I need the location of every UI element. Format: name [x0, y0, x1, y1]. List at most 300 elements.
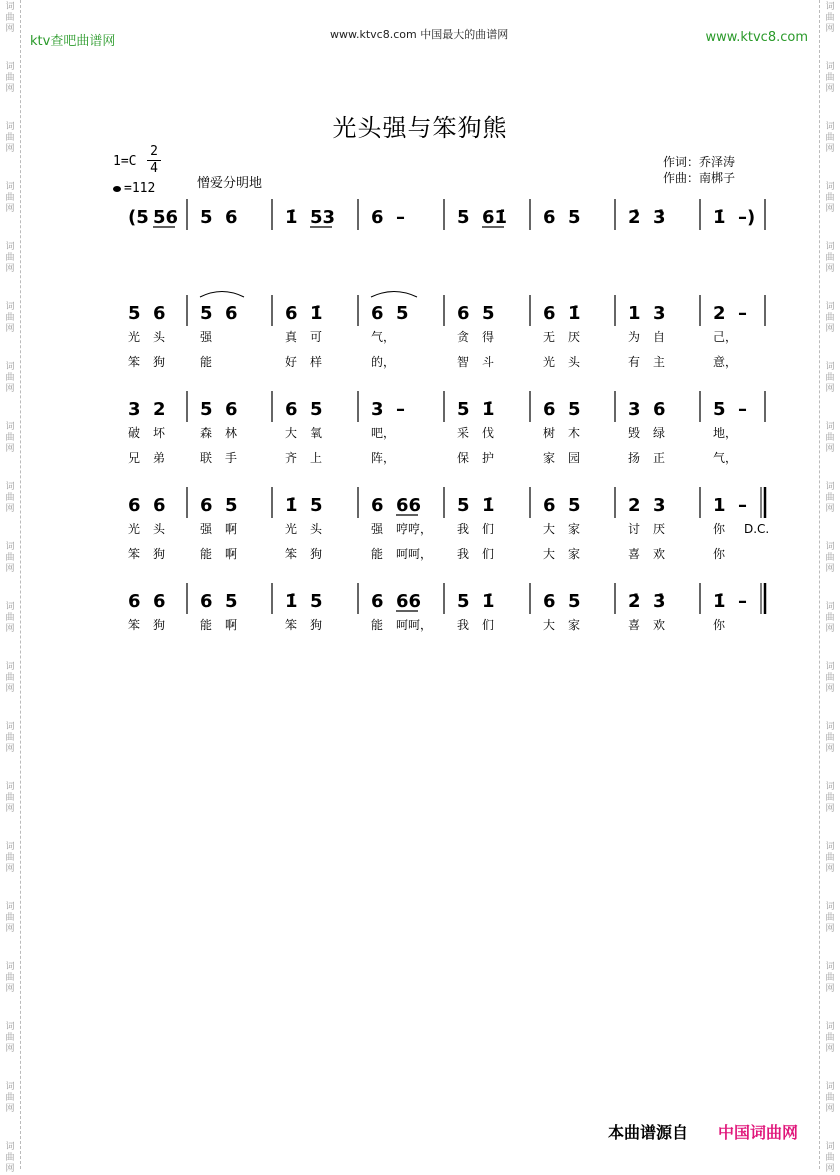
note: 1̇	[482, 399, 495, 420]
note: 6	[371, 495, 384, 516]
lyric-syllable: 真	[285, 330, 298, 344]
watermark-char: 网	[825, 1164, 835, 1174]
watermark-char: 词	[5, 122, 15, 132]
watermark-char: 网	[825, 684, 835, 694]
note: 5	[396, 303, 409, 324]
footer-site-link[interactable]: 中国词曲网	[718, 1123, 799, 1142]
lyric-syllable: 家	[568, 522, 581, 536]
watermark-char: 网	[5, 924, 15, 934]
footer-source-label: 本曲谱源自	[608, 1123, 689, 1142]
lyric-syllable: 能	[200, 547, 213, 561]
time-sig-denominator: 4	[147, 160, 161, 177]
note: –	[738, 303, 747, 324]
watermark-char: 曲	[5, 973, 15, 983]
note: 5	[200, 303, 213, 324]
lyric-syllable: 呵呵，	[396, 618, 433, 632]
note: 3̇	[653, 591, 666, 612]
watermark-char: 网	[5, 564, 15, 574]
note: 6	[543, 399, 556, 420]
lyric-syllable: 笨	[285, 547, 298, 561]
lyric-syllable: 森	[200, 426, 213, 440]
watermark-char: 曲	[825, 373, 835, 383]
watermark-char: 曲	[825, 1093, 835, 1103]
lyric-syllable: 笨	[128, 355, 141, 369]
header-center-text: www.ktvc8.com 中国最大的曲谱网	[330, 28, 509, 41]
watermark-char: 曲	[825, 673, 835, 683]
lyric-syllable: 头	[153, 330, 166, 344]
note: 1̇	[482, 495, 495, 516]
note: 3̇	[653, 207, 666, 228]
watermark-char: 曲	[825, 793, 835, 803]
watermark-char: 曲	[5, 853, 15, 863]
watermark-char: 网	[825, 324, 835, 334]
lyric-syllable: 毁	[628, 426, 641, 440]
watermark-char: 词	[825, 722, 835, 732]
watermark-char: 曲	[5, 1153, 15, 1163]
watermark-char: 网	[825, 384, 835, 394]
watermark-char: 网	[5, 1104, 15, 1114]
lyric-syllable: 喜	[628, 547, 641, 561]
note: 6	[543, 207, 556, 228]
note: 1̇	[310, 303, 323, 324]
lyric-syllable: 气，	[371, 330, 396, 344]
note: 6	[543, 495, 556, 516]
watermark-char: 曲	[825, 553, 835, 563]
lyric-syllable: 们	[482, 522, 495, 536]
watermark-char: 词	[5, 1082, 15, 1092]
watermark-char: 词	[5, 722, 15, 732]
note: 1	[713, 495, 726, 516]
time-sig-numerator: 2	[150, 144, 158, 159]
watermark-char: 网	[825, 984, 835, 994]
lyric-syllable: 你	[713, 547, 726, 561]
note: 5	[568, 399, 581, 420]
note: 53	[310, 207, 336, 228]
lyric-syllable: 林	[225, 426, 238, 440]
watermark-char: 网	[825, 444, 835, 454]
lyric-syllable: 能	[200, 355, 213, 369]
note: 6	[225, 207, 238, 228]
watermark-char: 网	[5, 864, 15, 874]
lyric-syllable: 呵呵，	[396, 547, 433, 561]
watermark-char: 曲	[5, 1093, 15, 1103]
lyric-syllable: 木	[568, 426, 581, 440]
note: 66	[396, 591, 422, 612]
watermark-char: 网	[825, 564, 835, 574]
note: 5	[310, 591, 323, 612]
lyric-syllable: 手	[225, 451, 238, 465]
lyric-syllable: 家	[568, 547, 581, 561]
watermark-char: 曲	[825, 613, 835, 623]
lyric-syllable: 意，	[713, 355, 738, 369]
tie-arc	[200, 292, 244, 298]
note: 1̇	[568, 303, 581, 324]
watermark-char: 曲	[5, 13, 15, 23]
watermark-char: 曲	[825, 433, 835, 443]
lyric-syllable: 采	[457, 426, 470, 440]
watermark-char: 网	[825, 264, 835, 274]
lyric-syllable: 上	[310, 451, 323, 465]
note: 6	[371, 303, 384, 324]
lyric-syllable: 为	[628, 330, 641, 344]
note: 2̇	[628, 207, 641, 228]
lyric-syllable: 狗	[310, 618, 323, 632]
lyric-syllable: 们	[482, 618, 495, 632]
lyric-syllable: 啊	[225, 522, 238, 536]
lyric-syllable: 欢	[653, 547, 666, 561]
lyric-syllable: 你	[713, 618, 726, 632]
note: 5	[128, 303, 141, 324]
watermark-char: 词	[825, 62, 835, 72]
note: 3	[128, 399, 141, 420]
lyric-syllable: 喜	[628, 618, 641, 632]
lyric-syllable: 兄	[128, 451, 141, 465]
watermark-char: 网	[5, 144, 15, 154]
note: 6	[153, 495, 166, 516]
watermark-char: 词	[825, 662, 835, 672]
watermark-char: 网	[5, 444, 15, 454]
note: 1̇	[285, 207, 298, 228]
watermark-char: 词	[5, 1022, 15, 1032]
note: 3	[371, 399, 384, 420]
watermark-char: 曲	[825, 253, 835, 263]
watermark-char: 曲	[825, 733, 835, 743]
lyric-syllable: 地，	[713, 426, 738, 440]
lyric-syllable: 气，	[713, 451, 738, 465]
lyric-syllable: 厌	[568, 330, 581, 344]
lyric-syllable: 笨	[128, 547, 141, 561]
note: 6	[285, 399, 298, 420]
lyric-syllable: 自	[653, 330, 666, 344]
watermark-char: 曲	[825, 493, 835, 503]
note: –	[738, 495, 747, 516]
watermark-char: 词	[5, 542, 15, 552]
watermark-char: 词	[825, 482, 835, 492]
lyric-syllable: 能	[371, 547, 384, 561]
watermark-char: 曲	[5, 373, 15, 383]
lyric-syllable: 斗	[482, 355, 495, 369]
watermark-char: 词	[5, 902, 15, 912]
watermark-char: 网	[5, 744, 15, 754]
note: –)	[738, 207, 756, 228]
note: 5	[310, 399, 323, 420]
tie-arc	[371, 292, 417, 298]
note: 6	[128, 591, 141, 612]
watermark-char: 曲	[825, 313, 835, 323]
lyric-syllable: 强	[371, 522, 384, 536]
watermark-char: 曲	[825, 853, 835, 863]
watermark-char: 网	[5, 324, 15, 334]
note: 2̇	[628, 591, 641, 612]
site-name-left[interactable]: ktv查吧曲谱网	[30, 34, 116, 49]
note: 6	[371, 591, 384, 612]
lyric-syllable: 树	[543, 426, 556, 440]
lyric-syllable: 保	[457, 451, 470, 465]
note: 1	[628, 303, 641, 324]
watermark-char: 曲	[5, 193, 15, 203]
watermark-char: 曲	[5, 253, 15, 263]
note: 2	[628, 495, 641, 516]
watermark-char: 词	[5, 602, 15, 612]
watermark-char: 网	[5, 984, 15, 994]
song-title: 光头强与笨狗熊	[332, 114, 508, 142]
watermark-char: 词	[825, 362, 835, 372]
note: 5	[457, 591, 470, 612]
lyric-syllable: 大	[543, 522, 556, 536]
watermark-char: 词	[5, 662, 15, 672]
lyric-syllable: 绿	[653, 426, 666, 440]
lyric-syllable: 吧，	[371, 426, 396, 440]
watermark-char: 词	[825, 422, 835, 432]
watermark-char: 网	[825, 1044, 835, 1054]
lyric-syllable: 狗	[310, 547, 323, 561]
note: 2	[713, 303, 726, 324]
watermark-char: 词	[5, 422, 15, 432]
lyric-syllable: 正	[653, 451, 666, 465]
note: 3	[653, 303, 666, 324]
note: 3	[628, 399, 641, 420]
note: 3	[653, 495, 666, 516]
note: 6	[153, 303, 166, 324]
watermark-char: 词	[825, 242, 835, 252]
note: 6	[371, 207, 384, 228]
note: –	[396, 207, 405, 228]
lyric-syllable: 狗	[153, 547, 166, 561]
watermark-char: 曲	[825, 73, 835, 83]
watermark-char: 网	[825, 624, 835, 634]
lyric-syllable: 得	[482, 330, 495, 344]
lyric-syllable: 家	[568, 618, 581, 632]
lyric-syllable: 齐	[285, 451, 298, 465]
watermark-char: 词	[825, 122, 835, 132]
lyric-syllable: 阵，	[371, 451, 396, 465]
watermark-char: 词	[825, 782, 835, 792]
lyric-syllable: 大	[543, 547, 556, 561]
dc-mark: D.C.	[744, 522, 770, 536]
lyric-syllable: 光	[128, 330, 141, 344]
watermark-char: 网	[825, 144, 835, 154]
watermark-char: 词	[5, 242, 15, 252]
watermark-char: 网	[5, 1044, 15, 1054]
note: 2	[153, 399, 166, 420]
lyric-syllable: 己，	[713, 330, 738, 344]
watermark-char: 曲	[5, 913, 15, 923]
note: 6	[543, 303, 556, 324]
note: 5	[457, 495, 470, 516]
lyric-syllable: 头	[568, 355, 581, 369]
watermark-char: 网	[5, 504, 15, 514]
lyric-syllable: 我	[457, 618, 470, 632]
note: 6	[225, 303, 238, 324]
watermark-char: 曲	[825, 973, 835, 983]
lyric-syllable: 厌	[653, 522, 666, 536]
lyric-syllable: 我	[457, 522, 470, 536]
watermark-char: 网	[825, 1104, 835, 1114]
note: 5	[225, 591, 238, 612]
watermark-char: 词	[825, 1082, 835, 1092]
key-signature: 1=C	[113, 154, 137, 169]
watermark-char: 词	[5, 842, 15, 852]
lyric-syllable: 坏	[153, 426, 166, 440]
watermark-char: 网	[5, 84, 15, 94]
note: 5	[568, 591, 581, 612]
watermark-char: 网	[5, 24, 15, 34]
watermark-char: 曲	[5, 493, 15, 503]
watermark-char: 曲	[5, 793, 15, 803]
watermark-char: 词	[825, 1142, 835, 1152]
watermark-char: 曲	[5, 313, 15, 323]
lyric-syllable: 我	[457, 547, 470, 561]
note: 5	[310, 495, 323, 516]
watermark-char: 词	[5, 302, 15, 312]
lyric-syllable: 无	[543, 330, 556, 344]
note: 61̇	[482, 207, 508, 228]
lyric-syllable: 样	[310, 355, 323, 369]
lyric-syllable: 强	[200, 522, 213, 536]
site-url-right[interactable]: www.ktvc8.com	[705, 30, 808, 45]
watermark-char: 曲	[5, 133, 15, 143]
note: 5	[457, 207, 470, 228]
watermark-char: 词	[5, 782, 15, 792]
note: –	[738, 399, 747, 420]
watermark-char: 网	[825, 24, 835, 34]
lyric-syllable: 啊	[225, 547, 238, 561]
watermark-char: 词	[825, 182, 835, 192]
watermark-char: 词	[825, 962, 835, 972]
watermark-char: 曲	[5, 613, 15, 623]
note: 5	[568, 495, 581, 516]
lyric-syllable: 欢	[653, 618, 666, 632]
lyric-syllable: 哼哼，	[396, 522, 433, 536]
watermark-char: 词	[5, 62, 15, 72]
watermark-char: 词	[825, 542, 835, 552]
note: 6	[653, 399, 666, 420]
lyric-syllable: 头	[153, 522, 166, 536]
watermark-char: 词	[825, 602, 835, 612]
note: 6	[200, 495, 213, 516]
watermark-char: 曲	[825, 133, 835, 143]
lyric-syllable: 好	[285, 355, 298, 369]
watermark-char: 网	[5, 264, 15, 274]
note: 5	[568, 207, 581, 228]
lyric-syllable: 狗	[153, 618, 166, 632]
lyric-syllable: 笨	[285, 618, 298, 632]
lyric-syllable: 可	[310, 330, 323, 344]
lyric-syllable: 贪	[457, 330, 470, 344]
lyric-syllable: 联	[200, 451, 213, 465]
lyric-syllable: 强	[200, 330, 213, 344]
lyric-syllable: 家	[543, 451, 556, 465]
note: 6	[457, 303, 470, 324]
watermark-char: 词	[5, 182, 15, 192]
note: 1̇	[482, 591, 495, 612]
lyric-syllable: 笨	[128, 618, 141, 632]
watermark-char: 曲	[5, 73, 15, 83]
watermark-char: 网	[825, 744, 835, 754]
lyric-syllable: 大	[543, 618, 556, 632]
watermark-char: 曲	[5, 673, 15, 683]
watermark-char: 词	[825, 1022, 835, 1032]
watermark-char: 词	[5, 482, 15, 492]
note: 5	[225, 495, 238, 516]
watermark-char: 词	[5, 362, 15, 372]
lyric-syllable: 弟	[153, 451, 166, 465]
note: 6	[153, 591, 166, 612]
watermark-char: 网	[825, 924, 835, 934]
watermark-char: 网	[5, 624, 15, 634]
note: 5	[200, 207, 213, 228]
watermark-char: 网	[825, 864, 835, 874]
watermark-char: 曲	[825, 193, 835, 203]
lyric-syllable: 的，	[371, 355, 396, 369]
watermark-char: 网	[825, 204, 835, 214]
watermark-char: 网	[5, 204, 15, 214]
lyric-syllable: 园	[568, 451, 581, 465]
note: 1̇	[285, 495, 298, 516]
note: 6	[200, 591, 213, 612]
lyric-syllable: 大	[285, 426, 298, 440]
watermark-char: 词	[825, 842, 835, 852]
lyric-syllable: 光	[128, 522, 141, 536]
note: 5	[457, 399, 470, 420]
lyric-syllable: 头	[310, 522, 323, 536]
note: 6	[128, 495, 141, 516]
note: 6	[543, 591, 556, 612]
watermark-char: 曲	[5, 433, 15, 443]
composer-credit: 作曲：南梆子	[663, 171, 736, 185]
lyricist-credit: 作词：乔泽涛	[663, 155, 736, 169]
note: 56	[153, 207, 179, 228]
lyric-syllable: 主	[653, 355, 666, 369]
watermark-char: 曲	[5, 733, 15, 743]
lyric-syllable: 破	[128, 426, 141, 440]
lyric-syllable: 氧	[310, 426, 323, 440]
watermark-char: 网	[825, 84, 835, 94]
watermark-char: 曲	[825, 1033, 835, 1043]
lyric-syllable: 光	[285, 522, 298, 536]
lyric-syllable: 有	[628, 355, 641, 369]
note: 1̇	[713, 207, 726, 228]
lyric-syllable: 啊	[225, 618, 238, 632]
lyric-syllable: 护	[482, 451, 495, 465]
watermark-char: 曲	[5, 553, 15, 563]
watermark-char: 网	[5, 1164, 15, 1174]
note: 1̇	[713, 591, 726, 612]
watermark-char: 曲	[5, 1033, 15, 1043]
note: 1̇	[285, 591, 298, 612]
tempo-value: =112	[124, 181, 156, 196]
watermark-char: 曲	[825, 1153, 835, 1163]
watermark-char: 词	[825, 302, 835, 312]
lyric-syllable: 狗	[153, 355, 166, 369]
watermark-char: 词	[5, 1142, 15, 1152]
note: 6	[225, 399, 238, 420]
lyric-syllable: 你	[713, 522, 726, 536]
watermark-char: 网	[825, 804, 835, 814]
note: 5	[482, 303, 495, 324]
lyric-syllable: 伐	[482, 426, 495, 440]
lyric-syllable: 们	[482, 547, 495, 561]
note: –	[396, 399, 405, 420]
note: (5	[128, 207, 149, 228]
note: 6	[285, 303, 298, 324]
watermark-char: 曲	[825, 913, 835, 923]
note: 66	[396, 495, 422, 516]
watermark-char: 词	[825, 2, 835, 12]
note: 5	[200, 399, 213, 420]
lyric-syllable: 智	[457, 355, 470, 369]
note: –	[738, 591, 747, 612]
